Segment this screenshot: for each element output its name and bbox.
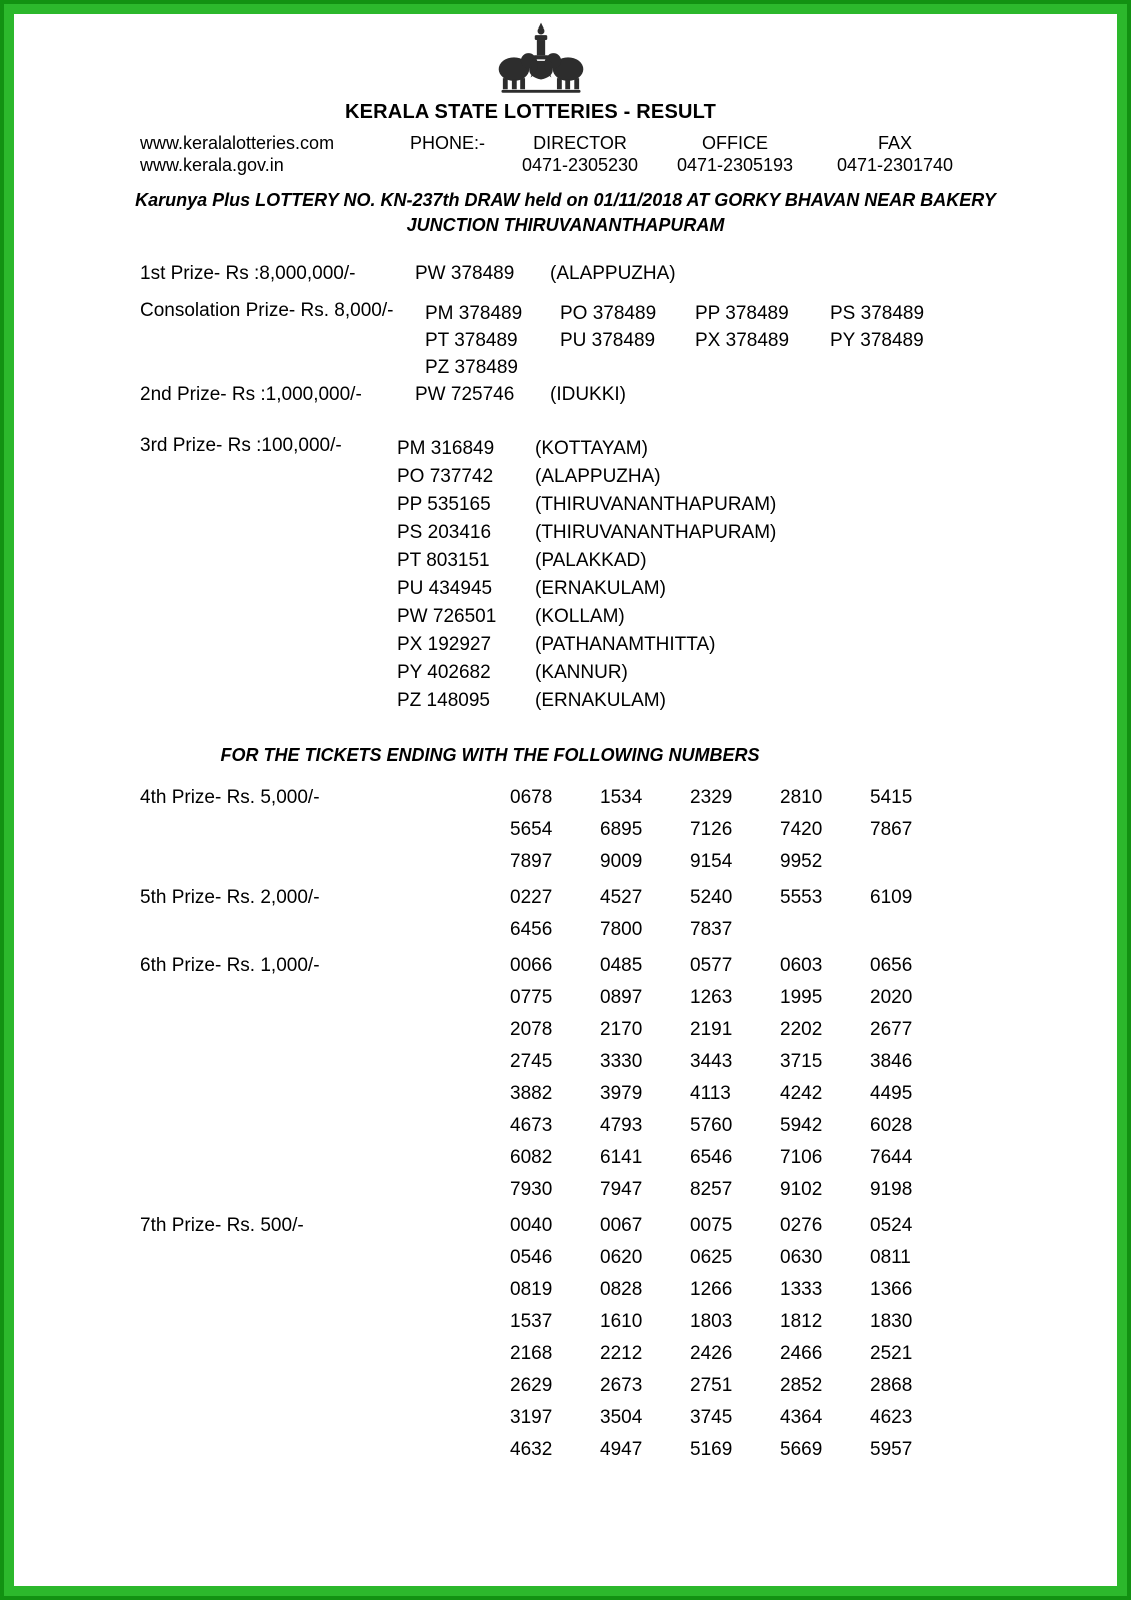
winning-number: 5415 (870, 787, 913, 808)
winning-ticket-number: PO 737742 (397, 466, 494, 487)
winning-number: 3745 (690, 1407, 733, 1428)
winning-number: 5957 (870, 1439, 913, 1460)
winning-ticket-number: PW 726501 (397, 606, 497, 627)
prize-label: 5th Prize- Rs. 2,000/- (140, 887, 320, 908)
prize-label: 1st Prize- Rs :8,000,000/- (140, 263, 356, 284)
winning-number: 9154 (690, 851, 733, 872)
winning-number: 3715 (780, 1051, 823, 1072)
third-prize-winner-row (397, 659, 776, 687)
winning-number: 7126 (690, 819, 733, 840)
winning-numbers-grid (510, 1210, 960, 1466)
contact-number: 0471-2301740 (836, 155, 954, 175)
consolation-ticket-row (425, 354, 965, 381)
winning-number: 2810 (780, 787, 823, 808)
winning-number: 6082 (510, 1147, 553, 1168)
winning-number: 0485 (600, 955, 643, 976)
winning-number: 2629 (510, 1375, 553, 1396)
winning-number: 0276 (780, 1215, 823, 1236)
winning-number: 0067 (600, 1215, 643, 1236)
third-prize-winner-list (397, 435, 776, 715)
prize-label: 3rd Prize- Rs :100,000/- (140, 435, 342, 456)
winning-numbers-grid (510, 882, 960, 946)
winning-number: 1366 (870, 1279, 913, 1300)
winning-number: 0546 (510, 1247, 553, 1268)
winning-number: 1812 (780, 1311, 823, 1332)
winning-number: 4947 (600, 1439, 643, 1460)
winning-number: 0897 (600, 987, 643, 1008)
winning-number: 6141 (600, 1147, 643, 1168)
winning-number: 2202 (780, 1019, 823, 1040)
winning-number: 7867 (870, 819, 913, 840)
prize-section (140, 950, 1087, 1206)
winning-number: 5942 (780, 1115, 823, 1136)
winning-number: 7897 (510, 851, 553, 872)
winning-number: 5553 (780, 887, 823, 908)
winning-number: 2168 (510, 1343, 553, 1364)
winning-ticket-district: (ALAPPUZHA) (550, 263, 676, 284)
winning-number: 4623 (870, 1407, 913, 1428)
winning-ticket-number: PY 402682 (397, 662, 491, 683)
contact-label: FAX (877, 133, 912, 153)
contact-header (14, 132, 1117, 176)
winning-number: 2020 (870, 987, 913, 1008)
phone-label: PHONE:- (410, 133, 486, 153)
prize-section (140, 782, 1087, 878)
winning-number: 9198 (870, 1179, 913, 1200)
emblem-wrap (14, 20, 1117, 99)
winning-number: 1995 (780, 987, 823, 1008)
winning-ticket-number: PT 803151 (397, 550, 490, 571)
prize-label: 6th Prize- Rs. 1,000/- (140, 955, 320, 976)
winning-ticket-number: PZ 148095 (397, 690, 490, 711)
third-prize-winner-row (397, 463, 776, 491)
prize-section (140, 1210, 1087, 1466)
winning-ticket-district: (ERNAKULAM) (535, 578, 666, 599)
third-prize-winner-row (397, 547, 776, 575)
winning-number: 1266 (690, 1279, 733, 1300)
winning-ticket-number: PX 192927 (397, 634, 492, 655)
winning-number: 4632 (510, 1439, 553, 1460)
contact-number: 0471-2305193 (676, 155, 794, 175)
website-links (140, 132, 410, 176)
winning-number: 5760 (690, 1115, 733, 1136)
consolation-ticket-rows (425, 300, 965, 381)
winning-number: 0811 (870, 1247, 911, 1268)
winning-number: 9952 (780, 851, 823, 872)
winning-number: 0775 (510, 987, 553, 1008)
winning-ticket-district: (ALAPPUZHA) (535, 466, 661, 487)
winning-number: 3443 (690, 1051, 733, 1072)
contact-label: DIRECTOR (533, 133, 627, 153)
winning-number: 2521 (870, 1343, 913, 1364)
third-prize-winner-row (397, 519, 776, 547)
winning-ticket-number: PU 378489 (560, 330, 656, 351)
winning-number: 2329 (690, 787, 733, 808)
winning-number: 2677 (870, 1019, 913, 1040)
winning-number: 4673 (510, 1115, 553, 1136)
winning-ticket-district: (PALAKKAD) (535, 550, 647, 571)
winning-number: 6895 (600, 819, 643, 840)
winning-number: 2191 (690, 1019, 733, 1040)
results-content (14, 262, 1117, 1466)
winning-number: 3882 (510, 1083, 553, 1104)
winning-number: 7947 (600, 1179, 643, 1200)
winning-number: 1803 (690, 1311, 733, 1332)
contact-fax (810, 132, 980, 176)
consolation-ticket-row (425, 300, 965, 327)
winning-number: 7837 (690, 919, 733, 940)
winning-number: 4242 (780, 1083, 823, 1104)
winning-number: 1537 (510, 1311, 553, 1332)
draw-info: Karunya Plus LOTTERY NO. KN-237th DRAW held on 01/11/2018 AT GORKY BHAVAN NEAR BAKERY JUNCTION THIRUVANANTHAPURAM (135, 190, 996, 235)
winning-ticket-district: (THIRUVANANTHAPURAM) (535, 522, 777, 543)
winning-number: 3979 (600, 1083, 643, 1104)
winning-number: 9009 (600, 851, 643, 872)
winning-ticket-number: PS 203416 (397, 522, 492, 543)
third-prize-winner-row (397, 435, 776, 463)
winning-ticket-number: PW 725746 (415, 384, 515, 405)
winning-number: 0828 (600, 1279, 643, 1300)
winning-number: 2751 (690, 1375, 733, 1396)
website-link-keralagov: www.kerala.gov.in (140, 155, 284, 175)
winning-ticket-district: (KANNUR) (535, 662, 628, 683)
ending-numbers-heading: FOR THE TICKETS ENDING WITH THE FOLLOWING NUMBERS (220, 745, 760, 765)
website-link-keralalotteries: www.keralalotteries.com (140, 133, 335, 153)
consolation-prize-block (140, 300, 1087, 381)
second-prize-row (140, 383, 1087, 407)
contact-director (500, 132, 660, 176)
winning-number: 3846 (870, 1051, 913, 1072)
winning-number: 0040 (510, 1215, 553, 1236)
winning-number: 0656 (870, 955, 913, 976)
winning-ticket-number: PW 378489 (415, 263, 515, 284)
winning-ticket-number: PO 378489 (560, 303, 657, 324)
winning-ticket-number: PM 316849 (397, 438, 495, 459)
winning-number: 7420 (780, 819, 823, 840)
winning-number: 6028 (870, 1115, 913, 1136)
winning-ticket-district: (PATHANAMTHITTA) (535, 634, 716, 655)
winning-ticket-district: (ERNAKULAM) (535, 690, 666, 711)
winning-number: 1830 (870, 1311, 913, 1332)
winning-number: 2170 (600, 1019, 643, 1040)
winning-ticket-number: PX 378489 (695, 330, 790, 351)
kerala-state-emblem-icon (489, 20, 593, 94)
winning-number: 5240 (690, 887, 733, 908)
winning-number: 2466 (780, 1343, 823, 1364)
winning-number: 6456 (510, 919, 553, 940)
winning-number: 0630 (780, 1247, 823, 1268)
winning-number: 9102 (780, 1179, 823, 1200)
winning-number: 2078 (510, 1019, 553, 1040)
winning-number: 3504 (600, 1407, 643, 1428)
winning-number: 4495 (870, 1083, 913, 1104)
winning-ticket-number: PZ 378489 (425, 357, 518, 378)
winning-number: 7930 (510, 1179, 553, 1200)
third-prize-winner-row (397, 631, 776, 659)
prize-label: 4th Prize- Rs. 5,000/- (140, 787, 320, 808)
winning-number: 0603 (780, 955, 823, 976)
winning-ticket-number: PM 378489 (425, 303, 523, 324)
winning-number: 2673 (600, 1375, 643, 1396)
winning-ticket-number: PS 378489 (830, 303, 925, 324)
winning-number: 4527 (600, 887, 643, 908)
third-prize-winner-row (397, 687, 776, 715)
winning-number: 5669 (780, 1439, 823, 1460)
winning-numbers-grid (510, 782, 960, 878)
prize-label: Consolation Prize- Rs. 8,000/- (140, 300, 394, 321)
winning-number: 0524 (870, 1215, 913, 1236)
winning-number: 7644 (870, 1147, 913, 1168)
winning-number: 5654 (510, 819, 553, 840)
winning-number: 8257 (690, 1179, 733, 1200)
winning-number: 6546 (690, 1147, 733, 1168)
winning-ticket-district: (KOLLAM) (535, 606, 625, 627)
winning-number: 3330 (600, 1051, 643, 1072)
winning-number: 3197 (510, 1407, 553, 1428)
third-prize-winner-row (397, 575, 776, 603)
winning-ticket-number: PP 535165 (397, 494, 491, 515)
winning-number: 0625 (690, 1247, 733, 1268)
contact-office (660, 132, 810, 176)
third-prize-block (140, 435, 1087, 715)
prize-label: 2nd Prize- Rs :1,000,000/- (140, 384, 362, 405)
winning-number: 2852 (780, 1375, 823, 1396)
page-title: KERALA STATE LOTTERIES - RESULT (344, 101, 716, 123)
winning-number: 0819 (510, 1279, 553, 1300)
first-prize-row (140, 262, 1087, 286)
winning-number: 0678 (510, 787, 553, 808)
winning-number: 2426 (690, 1343, 733, 1364)
consolation-ticket-row (425, 327, 965, 354)
winning-number: 2745 (510, 1051, 553, 1072)
winning-number: 2212 (600, 1343, 643, 1364)
winning-ticket-number: PP 378489 (695, 303, 789, 324)
winning-ticket-number: PY 378489 (830, 330, 924, 351)
winning-number: 7106 (780, 1147, 823, 1168)
prize-section (140, 882, 1087, 946)
winning-ticket-district: (KOTTAYAM) (535, 438, 648, 459)
prize-label: 7th Prize- Rs. 500/- (140, 1215, 304, 1236)
winning-number: 5169 (690, 1439, 733, 1460)
winning-number: 6109 (870, 887, 913, 908)
winning-number: 0577 (690, 955, 733, 976)
winning-number: 0227 (510, 887, 553, 908)
winning-ticket-district: (THIRUVANANTHAPURAM) (535, 494, 777, 515)
winning-number: 0075 (690, 1215, 733, 1236)
winning-number: 4364 (780, 1407, 823, 1428)
winning-ticket-number: PU 434945 (397, 578, 493, 599)
winning-ticket-district: (IDUKKI) (550, 384, 626, 405)
winning-number: 4113 (690, 1083, 731, 1104)
winning-number: 0066 (510, 955, 553, 976)
winning-numbers-grid (510, 950, 960, 1206)
winning-ticket-number: PT 378489 (425, 330, 518, 351)
winning-number: 2868 (870, 1375, 913, 1396)
winning-number: 1263 (690, 987, 733, 1008)
contact-number: 0471-2305230 (521, 155, 639, 175)
winning-number: 0620 (600, 1247, 643, 1268)
third-prize-winner-row (397, 603, 776, 631)
winning-number: 4793 (600, 1115, 643, 1136)
third-prize-winner-row (397, 491, 776, 519)
contact-label: OFFICE (702, 133, 768, 153)
winning-number: 1534 (600, 787, 643, 808)
winning-number: 1333 (780, 1279, 823, 1300)
winning-number: 7800 (600, 919, 643, 940)
winning-number: 1610 (600, 1311, 643, 1332)
lower-prizes (140, 782, 1087, 1466)
page-border-inner (4, 4, 1127, 1596)
